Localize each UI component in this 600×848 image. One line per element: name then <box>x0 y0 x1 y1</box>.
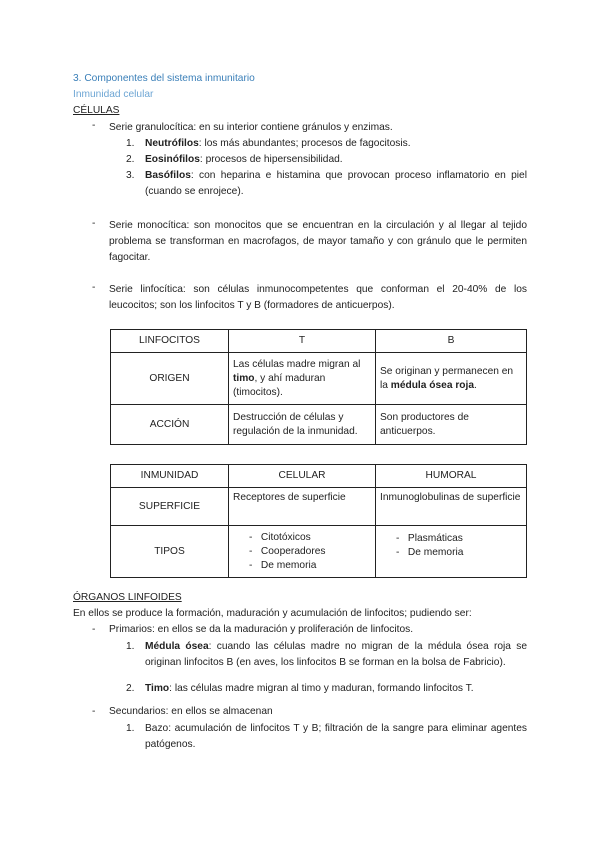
bullet-dash: - <box>92 624 96 635</box>
medula-osea-item: Médula ósea: cuando las células madre no migran de la médula ósea roja se originan linfocitos B (en aves, los linfocitos B se forman en la bolsa de Fabricio). <box>145 641 527 668</box>
subtitle: Inmunidad celular <box>73 89 154 100</box>
list-number: 1. <box>126 723 135 734</box>
linfocitos-table <box>110 329 527 445</box>
inmunidad-table <box>110 464 527 578</box>
list-item-eosinofilos: Eosinófilos: procesos de hipersensibilidad. <box>145 154 343 165</box>
secundarios-intro: Secundarios: en ellos se almacenan <box>109 706 273 717</box>
timo-item: Timo: las células madre migran al timo y maduran, formando linfocitos T. <box>145 683 474 694</box>
row-label-superficie: SUPERFICIE <box>111 488 229 526</box>
bullet-dash: - <box>92 120 96 131</box>
row-label-accion: ACCIÓN <box>111 405 229 445</box>
list-number: 3. <box>126 170 135 181</box>
linfocitica-text: Serie linfocítica: son células inmunocompetentes que conforman el 20-40% de los leucocitos; son los linfocitos T y B (formadores de anticuerpos). <box>109 284 527 311</box>
superficie-celular-cell: Receptores de superficie <box>229 488 376 526</box>
tipos-celular-cell <box>229 526 376 578</box>
superficie-humoral-cell: Inmunoglobulinas de superficie <box>376 488 527 526</box>
list-item-basofilos: Basófilos: con heparina e histamina que provocan proceso inflamatorio en piel (cuando se enrojece). <box>145 170 527 197</box>
list-item: - De memoria <box>249 559 317 571</box>
organos-intro: En ellos se produce la formación, maduración y acumulación de linfocitos; pudiendo ser: <box>73 608 472 619</box>
list-number: 1. <box>126 138 135 149</box>
list-item: - De memoria <box>396 547 464 558</box>
list-number: 1. <box>126 641 135 652</box>
monocitica-text: Serie monocítica: son monocitos que se encuentran en la circulación y al llegar al tejido problema se transforman en macrofagos, de mayor tamaño y con gránulo que le permiten fagocitar. <box>109 220 527 263</box>
bazo-item: Bazo: acumulación de linfocitos T y B; filtración de la sangre para eliminar agentes patógenos. <box>145 723 527 750</box>
celulas-heading: CÉLULAS <box>73 105 120 116</box>
table-header: B <box>376 330 527 353</box>
table-header: T <box>229 330 376 353</box>
bullet-dash: - <box>92 282 96 293</box>
list-item: - Plasmáticas <box>396 533 463 544</box>
table-header: CELULAR <box>229 465 376 488</box>
bullet-dash: - <box>92 218 96 229</box>
row-label-tipos: TIPOS <box>111 526 229 578</box>
accion-t-cell: Destrucción de células y regulación de la inmunidad. <box>229 405 376 445</box>
accion-b-cell: Son productores de anticuerpos. <box>376 405 527 445</box>
primarios-intro: Primarios: en ellos se da la maduración y proliferación de linfocitos. <box>109 624 414 635</box>
row-label-origen: ORIGEN <box>111 353 229 405</box>
list-item-neutrofilos: Neutrófilos: los más abundantes; procesos de fagocitosis. <box>145 138 411 149</box>
origen-b-cell: Se originan y permanecen en la médula ósea roja. <box>376 353 527 405</box>
list-item: - Cooperadores <box>249 545 326 557</box>
bullet-dash: - <box>92 706 96 717</box>
table-header: HUMORAL <box>376 465 527 488</box>
list-number: 2. <box>126 154 135 165</box>
section-title: 3. Componentes del sistema inmunitario <box>73 73 255 84</box>
granulocitica-intro: Serie granulocítica: en su interior contiene gránulos y enzimas. <box>109 122 393 133</box>
tipos-humoral-cell <box>376 526 527 578</box>
origen-t-cell: Las células madre migran al timo, y ahí maduran (timocitos). <box>229 353 376 405</box>
table-header: INMUNIDAD <box>111 465 229 488</box>
list-item: - Citotóxicos <box>249 531 311 543</box>
table-header: LINFOCITOS <box>111 330 229 353</box>
list-number: 2. <box>126 683 135 694</box>
organos-heading: ÓRGANOS LINFOIDES <box>73 592 182 603</box>
